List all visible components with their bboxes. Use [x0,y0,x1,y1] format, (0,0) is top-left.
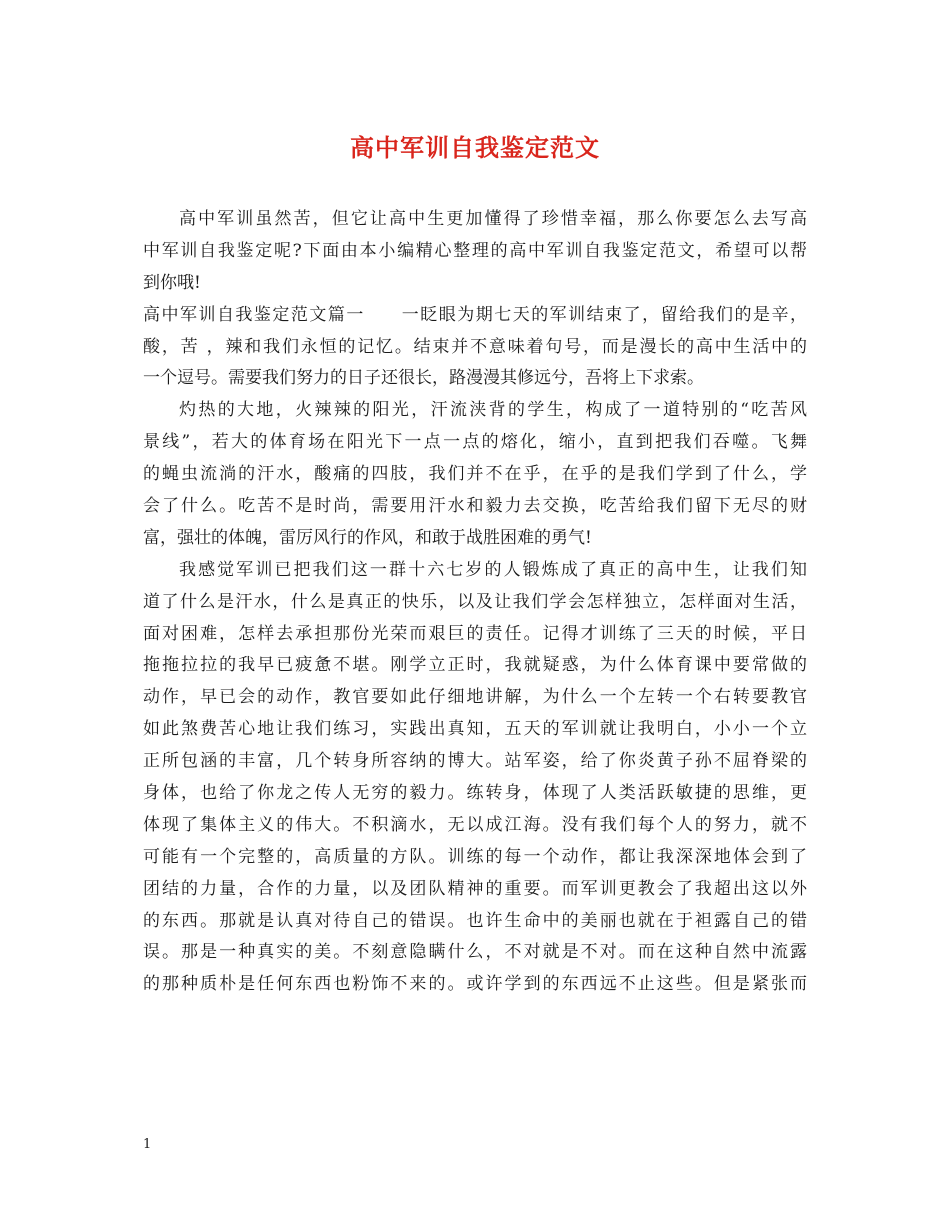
text-line: 高中军训自我鉴定范文篇一 一眨眼为期七天的军训结束了，留给我们的是辛， [143,304,807,325]
text-line: 可能有一个完整的，高质量的方队。训练的每一个动作，都让我深深地体会到了 [143,846,807,867]
text-line: 面对困难，怎样去承担那份光荣而艰巨的责任。记得才训练了三天的时候，平日 [143,623,807,644]
text-line: 体现了集体主义的伟大。不积滴水，无以成江海。没有我们每个人的努力，就不 [143,814,807,835]
document-title: 高中军训自我鉴定范文 [350,134,600,162]
text-line: 拖拖拉拉的我早已疲惫不堪。刚学立正时，我就疑惑，为什么体育课中要常做的 [143,655,807,676]
text-line: 灼热的大地，火辣辣的阳光，汗流浃背的学生，构成了一道特别的“吃苦风 [179,400,807,421]
text-line: 的蝇虫流淌的汗水，酸痛的四肢，我们并不在乎，在乎的是我们学到了什么，学 [143,464,807,485]
text-line: 酸，苦 ，辣和我们永恒的记忆。结束并不意味着句号，而是漫长的高中生活中的 [143,336,807,357]
text-line: 团结的力量，合作的力量，以及团队精神的重要。而军训更教会了我超出这以外 [143,878,807,899]
document-body [143,204,807,1001]
text-line: 到你哦! [143,272,201,293]
text-line: 高中军训虽然苦，但它让高中生更加懂得了珍惜幸福，那么你要怎么去写高 [179,209,807,229]
text-line: 动作，早已会的动作，教官要如此仔细地讲解，为什么一个左转一个右转要教官 [143,687,807,708]
text-line: 我感觉军训已把我们这一群十六七岁的人锻炼成了真正的高中生，让我们知 [179,559,807,580]
text-line: 会了什么。吃苦不是时尚，需要用汗水和毅力去交换，吃苦给我们留下无尽的财 [143,496,807,517]
text-line: 中军训自我鉴定呢?下面由本小编精心整理的高中军训自我鉴定范文，希望可以帮 [143,240,807,261]
text-line: 正所包涵的丰富，几个转身所容纳的博大。站军姿，给了你炎黄子孙不屈脊梁的 [143,751,807,772]
text-line: 一个逗号。需要我们努力的日子还很长，路漫漫其修远兮，吾将上下求索。 [143,368,704,389]
text-line: 的那种质朴是任何东西也粉饰不来的。或许学到的东西远不止这些。但是紧张而 [143,974,807,995]
text-line: 富，强壮的体魄，雷厉风行的作风，和敢于战胜困难的勇气! [143,527,592,548]
text-line: 景线”，若大的体育场在阳光下一点一点的熔化，缩小，直到把我们吞噬。飞舞 [143,432,807,453]
text-line: 的东西。那就是认真对待自己的错误。也许生命中的美丽也就在于袒露自己的错 [143,910,807,931]
page-number: 1 [143,1137,152,1152]
text-line: 道了什么是汗水，什么是真正的快乐，以及让我们学会怎样独立，怎样面对生活， [143,591,807,612]
text-line: 身体，也给了你龙之传人无穷的毅力。练转身，体现了人类活跃敏捷的思维，更 [143,783,807,804]
text-line: 误。那是一种真实的美。不刻意隐瞒什么，不对就是不对。而在这种自然中流露 [143,942,807,963]
text-line: 如此煞费苦心地让我们练习，实践出真知，五天的军训就让我明白，小小一个立 [143,719,807,740]
